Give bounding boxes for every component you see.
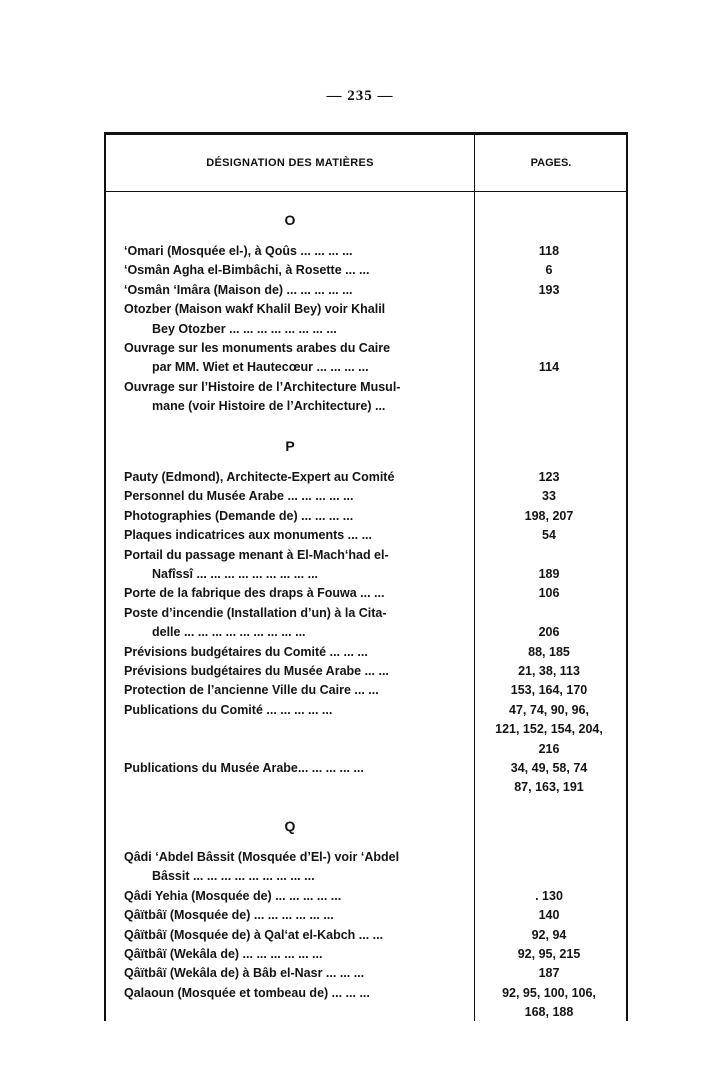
entry-text: Otozber (Maison wakf Khalil Bey) voir Khalil xyxy=(124,302,386,317)
entry-pages: 6 xyxy=(545,263,553,278)
entry-pages: 216 xyxy=(538,741,560,756)
entry-text: Poste d’incendie (Installation d’un) à la Cita- xyxy=(124,605,387,620)
entry-text: Protection de l’ancienne Ville du Caire ... ... xyxy=(124,683,379,698)
entry-pages: 118 xyxy=(538,244,560,258)
entry-pages: 54 xyxy=(542,528,556,543)
entry-pages: 92, 95, 215 xyxy=(517,947,581,961)
entry-pages: 153, 164, 170 xyxy=(510,683,588,698)
entry-text: Bâssit ... ... ... ... ... ... ... ... ... xyxy=(152,869,315,884)
entry-pages: 47, 74, 90, 96, xyxy=(509,702,589,717)
header-designation: DÉSIGNATION DES MATIÈRES xyxy=(206,157,374,169)
entry-pages: 92, 95, 100, 106, xyxy=(502,985,596,1000)
entry-text: Portail du passage menant à El-Mach‘had el- xyxy=(124,547,389,562)
entry-text: Prévisions budgétaires du Comité ... ... ... xyxy=(124,644,368,659)
section-letter: P xyxy=(285,438,295,454)
entry-text: Qâïtbâï (Wekâla de) à Bâb el-Nasr ... ... ... xyxy=(124,966,365,981)
entry-text: Publications du Musée Arabe... ... ... ... ... xyxy=(124,761,364,775)
entry-pages: 189 xyxy=(538,567,560,581)
entry-text: mane (voir Histoire de l’Architecture) ... xyxy=(152,399,386,414)
entry-pages: 168, 188 xyxy=(524,1005,574,1020)
entry-pages: 193 xyxy=(538,282,560,297)
header-rule xyxy=(106,191,626,192)
entry-pages: 123 xyxy=(538,470,560,484)
entry-pages: . 130 xyxy=(535,888,563,903)
entry-text: Bey Otozber ... ... ... ... ... ... ... ... xyxy=(152,321,337,336)
entry-text: par MM. Wiet et Hautecœur ... ... ... ... xyxy=(152,360,369,375)
section-letter: O xyxy=(284,212,296,228)
entry-text: Photographies (Demande de) ... ... ... ... xyxy=(124,508,354,523)
entry-pages: 121, 152, 154, 204, xyxy=(495,722,603,737)
entry-pages: 114 xyxy=(538,360,560,375)
entry-pages: 206 xyxy=(538,625,560,640)
entry-pages: 33 xyxy=(542,489,556,504)
entry-pages: 88, 185 xyxy=(528,644,570,659)
entry-pages: 87, 163, 191 xyxy=(514,780,584,795)
entry-text: Pauty (Edmond), Architecte-Expert au Comité xyxy=(124,470,395,484)
entry-text: ‘Osmân Agha el-Bimbâchi, à Rosette ... ... xyxy=(124,263,370,278)
entry-text: ‘Osmân ‘Imâra (Maison de) ... ... ... ... ... xyxy=(124,282,353,297)
entry-text: ‘Omari (Mosquée el-), à Qoûs ... ... ... ... xyxy=(124,244,353,258)
entry-pages: 140 xyxy=(538,908,560,923)
entry-text: delle ... ... ... ... ... ... ... ... ... xyxy=(152,625,306,640)
entry-pages: 34, 49, 58, 74 xyxy=(510,761,588,775)
entry-text: Qâdi ‘Abdel Bâssit (Mosquée d’El-) voir ‘Abdel xyxy=(124,850,400,864)
entry-text: Porte de la fabrique des draps à Fouwa ... ... xyxy=(124,586,385,601)
entry-pages: 106 xyxy=(538,586,560,601)
entry-text: Qâïtbâï (Wekâla de) ... ... ... ... ... ... xyxy=(124,947,323,961)
entry-pages: 198, 207 xyxy=(524,508,574,523)
entry-text: Qâdi Yehia (Mosquée de) ... ... ... ... ... xyxy=(124,888,342,903)
header-pages: PAGES. xyxy=(530,157,572,169)
entry-text: Prévisions budgétaires du Musée Arabe ... ... xyxy=(124,664,389,678)
entry-text: Ouvrage sur l’Histoire de l’Architecture Musul- xyxy=(124,379,401,394)
entry-text: Publications du Comité ... ... ... ... ... xyxy=(124,702,333,717)
entry-text: Qalaoun (Mosquée et tombeau de) ... ... ... xyxy=(124,985,370,1000)
section-letter: Q xyxy=(284,818,296,834)
entry-text: Nafîssî ... ... ... ... ... ... ... ... ... xyxy=(152,567,319,581)
entry-pages: 187 xyxy=(538,966,560,981)
entry-pages: 92, 94 xyxy=(531,927,567,942)
entry-text: Qâïtbâï (Mosquée de) ... ... ... ... ... ... xyxy=(124,908,334,923)
entry-text: Ouvrage sur les monuments arabes du Caire xyxy=(124,341,391,355)
entry-text: Qâïtbâï (Mosquée de) à Qal‘at el-Kabch ... ... xyxy=(124,927,384,942)
entry-text: Plaques indicatrices aux monuments ... ... xyxy=(124,528,372,543)
page-number: — 235 — xyxy=(326,88,394,104)
entry-text: Personnel du Musée Arabe ... ... ... ... ... xyxy=(124,489,354,504)
entry-pages: 21, 38, 113 xyxy=(518,664,580,678)
